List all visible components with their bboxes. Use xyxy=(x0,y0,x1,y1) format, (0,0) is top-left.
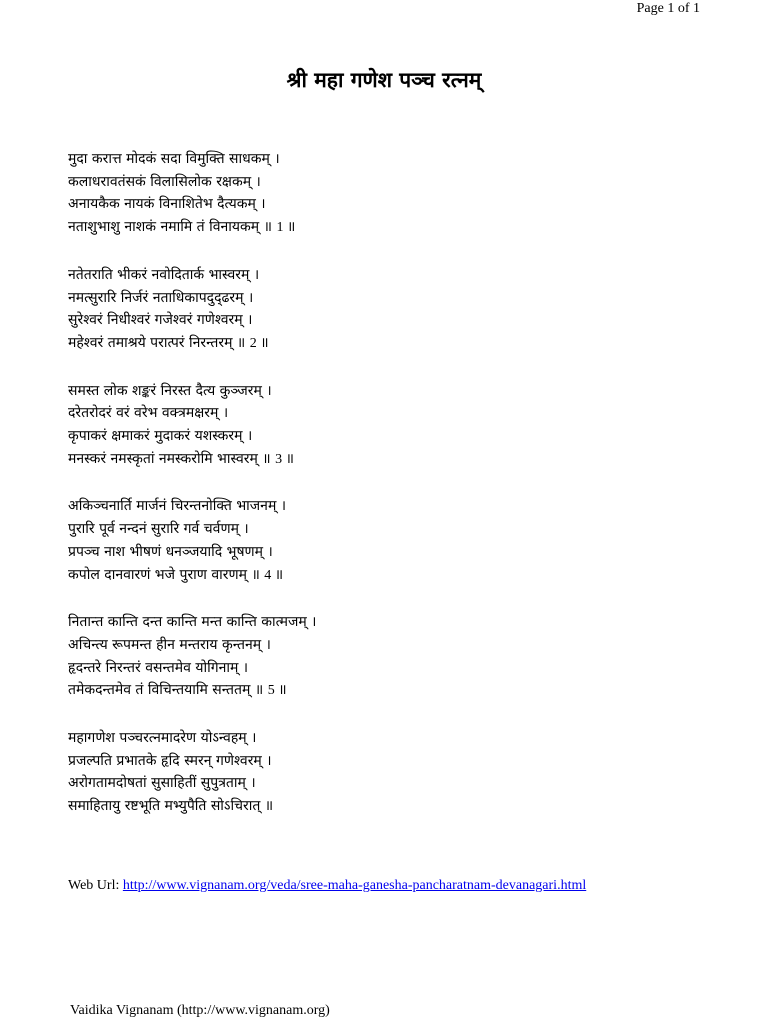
verse-4 xyxy=(68,495,728,587)
verse-line: हृदन्तरे निरन्तरं वसन्तमेव योगिनाम् । xyxy=(68,659,249,676)
verses-container xyxy=(68,148,728,842)
verse-6 xyxy=(68,727,728,818)
verse-line-last xyxy=(68,332,728,356)
verse-5 xyxy=(68,611,728,703)
verse-line: महागणेश पञ्चरत्नमादरेण योऽन्वहम् । xyxy=(68,730,257,747)
verse-line: प्रजल्पति प्रभातके हृदि स्मरन् गणेश्वरम् । xyxy=(68,752,272,769)
verse-line: पुरारि पूर्व नन्दनं सुरारि गर्व चर्वणम् । xyxy=(68,521,249,538)
verse-line-last xyxy=(68,564,728,588)
verse-line: नमत्सुरारि निर्जरं नताधिकापदुद्ढरम् । xyxy=(68,289,254,306)
verse-number: 5 ॥ xyxy=(267,683,287,699)
verse-line: कृपाकरं क्षमाकरं मुदाकरं यशस्करम् । xyxy=(68,428,253,445)
verse-2 xyxy=(68,264,728,356)
verse-line: अनायकैक नायकं विनाशितेभ दैत्यकम् । xyxy=(68,196,266,213)
page-footer: Vaidika Vignanam (http://www.vignanam.org) xyxy=(70,1003,330,1018)
verse-line: समस्त लोक शङ्करं निरस्त दैत्य कुञ्जरम् । xyxy=(68,382,272,399)
verse-number: 2 ॥ xyxy=(249,335,269,351)
verse-line: अरोगतामदोषतां सुसाहितीं सुपुत्रताम् । xyxy=(68,775,256,792)
verse-line: दरेतरोदरं वरं वरेभ वक्त्रमक्षरम् । xyxy=(68,405,229,422)
web-url-label: Web Url: xyxy=(68,878,120,893)
verse-line-text: कपोल दानवारणं भजे पुराण वारणम् ॥ xyxy=(68,566,260,583)
web-url-line xyxy=(68,878,586,894)
page-indicator: Page 1 of 1 xyxy=(636,1,700,16)
verse-line: मुदा करात्त मोदकं सदा विमुक्ति साधकम् । xyxy=(68,151,280,167)
verse-line: प्रपञ्च नाश भीषणं धनञ्जयादि भूषणम् । xyxy=(68,543,273,560)
verse-line-text: नताशुभाशु नाशकं नमामि तं विनायकम् ॥ xyxy=(68,219,272,236)
verse-number: 3 ॥ xyxy=(275,451,295,467)
verse-line-last xyxy=(68,448,728,472)
verse-line: कलाधरावतंसकं विलासिलोक रक्षकम् । xyxy=(68,173,261,190)
verse-line-last xyxy=(68,679,728,703)
verse-3 xyxy=(68,380,728,472)
verse-line-last xyxy=(68,216,728,240)
verse-number: 4 ॥ xyxy=(264,567,284,583)
verse-number: 1 ॥ xyxy=(276,220,296,236)
verse-line: नितान्त कान्ति दन्त कान्ति मन्त कान्ति कात्मजम् । xyxy=(68,614,317,631)
verse-line-text: महेश्वरं तमाश्रये परात्परं निरन्तरम् ॥ xyxy=(68,334,246,351)
page-title: श्री महा गणेश पञ्च रत्नम् xyxy=(286,68,482,92)
verse-line: समाहितायु रष्टभूति मभ्युपैति सोऽचिरात् ॥ xyxy=(68,798,274,815)
web-url-link[interactable]: http://www.vignanam.org/veda/sree-maha-ganesha-pancharatnam-devanagari.html xyxy=(122,878,587,893)
verse-line: नतेतराति भीकरं नवोदितार्क भास्वरम् । xyxy=(68,266,260,283)
verse-line-text: मनस्करं नमस्कृतां नमस्करोमि भास्वरम् ॥ xyxy=(68,450,271,467)
verse-line: अकिञ्चनार्ति मार्जनं चिरन्तनोक्ति भाजनम् । xyxy=(68,498,287,515)
verse-1 xyxy=(68,148,728,240)
verse-line-text: तमेकदन्तमेव तं विचिन्तयामि सन्ततम् ॥ xyxy=(68,682,264,699)
verse-line: सुरेश्वरं निधीश्वरं गजेश्वरं गणेश्वरम् । xyxy=(68,312,253,329)
verse-line: अचिन्त्य रूपमन्त हीन मन्तराय कृन्तनम् । xyxy=(68,636,271,653)
